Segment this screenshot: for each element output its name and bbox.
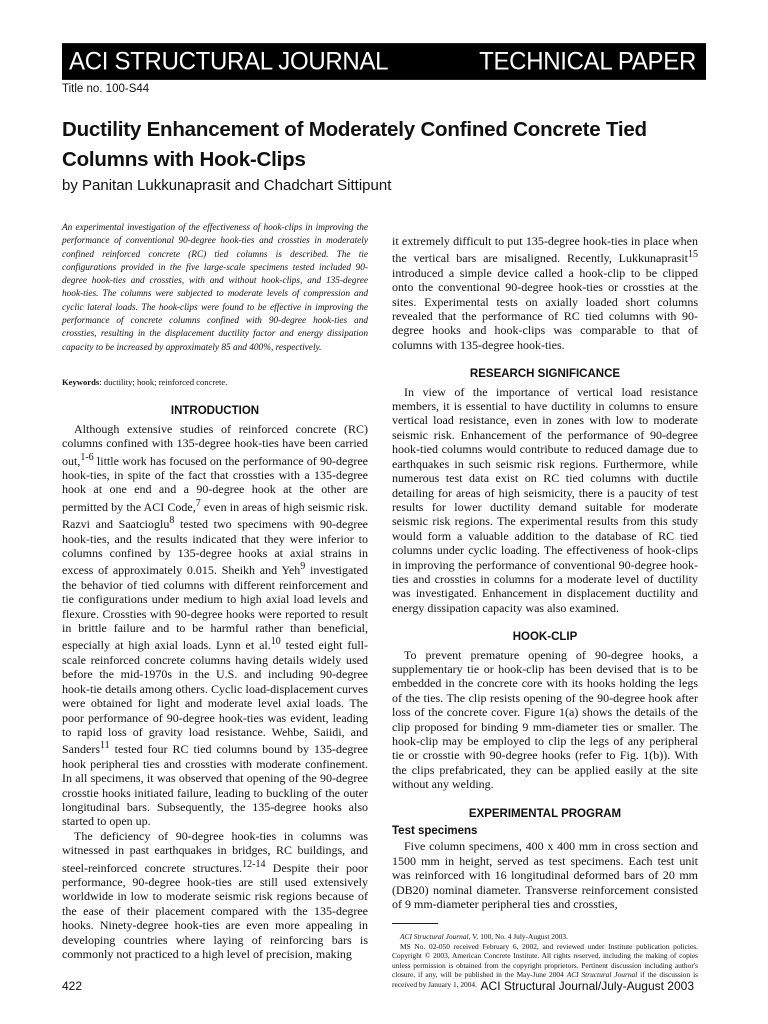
keywords-label: Keywords [62,376,100,387]
page-number: 422 [62,979,83,993]
citation: 10 [270,636,281,648]
citation: 11 [100,740,110,752]
citation: 7 [195,497,201,509]
experimental-program-heading: EXPERIMENTAL PROGRAM [468,807,622,820]
test-specimens-subheading: Test specimens [392,825,478,838]
keywords-text: : ductility; hook; reinforced concrete. [99,376,228,387]
keywords [62,375,368,389]
citation: 12-14 [242,858,266,870]
introduction-paragraph-3: it extremely difficult to put 135-degree hook-ties in place when the vertical bars are misaligned. Recently, Lukkunaprasit$^{15}$ introduced a simple device called a hook-clip to be clipped onto the conventional 90-degree hook-ties or crossties at the sites. Experimental tests on axially loaded short columns revealed that the performance of RC tied columns with 90-degree hooks and hook-clips was comparable to that of columns with 135-degree hook-ties. [392,234,698,352]
journal-banner [62,43,706,80]
hook-clip-text: To prevent premature opening of 90-degree hooks, a supplementary tie or hook-clip has been devised that is to be embedded in the concrete core with its hooks holding the legs of the ties. The clip resists opening of the 90-degree hook after loss of the concrete cover. Figure 1(a) shows the details of the clip proposed for binding 9 mm-diameter ties or smaller. The hook-clip may be employed to clip the legs of any peripheral tie or crosstie with 90-degree hooks (refer to Fig. 1(b)). With the clips prefabricated, they can be applied easily at the site without any welding. [392,647,698,792]
citation: 1-6 [80,451,94,463]
hook-clip-heading: HOOK-CLIP [512,631,578,644]
research-significance-heading: RESEARCH SIGNIFICANCE [469,368,621,381]
paper-type: TECHNICAL PAPER [479,46,696,76]
title-number: Title no. 100-S44 [62,83,150,95]
introduction-paragraph-1: Although extensive studies of reinforced concrete (RC) columns confined with 135-degree hook-ties have been carried out,$^{1-6}$ little work has focused on the performance of 90-degree hook-ties, in spite of the fact that crossties with a 135-degree hook at one end and a 90-degree hook at the other are permitted by the ACI Code,$^7$ even in areas of high seismic risk. Razvi and Saatcioglu$^8$ tested two specimens with 90-degree hook-ties, and the results indicated that they were inferior to columns confined by 135-degree hooks at axial strains in excess of approximately 0.015. Sheikh and Yeh$^9$ investigated the behavior of tied columns with different reinforcement and tie configurations under medium to high axial load levels and flexure. Crossties with 90-degree hooks were reported to result in brittle failure and to be harmful rather than beneficial, especially at high axial loads. Lynn et al.$^{10}$ tested eight full-scale reinforced concrete columns having details widely used before the mid-1970s in the U.S. and including 90-degree hook-tie details among others. Cyclic load-displacement curves were obtained for light and moderate level axial loads. The poor performance of 90-degree hook-ties was evident, leading to rapid loss of gravity load resistance. Wehbe, Saiidi, and Sanders$^{11}$ tested four RC tied columns bound by 135-degree hook peripheral ties and crossties with moderate confinement. In all specimens, it was observed that opening of the 90-degree crosstie hooks initiated failure, leading to buckling of the outer longitudinal bars. Subsequently, the 135-degree hooks also started to open up. [62,421,369,829]
right-column [392,234,698,989]
footnote-divider [392,923,438,924]
left-column [62,222,368,961]
authors-line: by Panitan Lukkunaprasit and Chadchart Sittipunt [62,177,392,194]
research-significance-text: In view of the importance of vertical load resistance members, it is essential to have ductility in columns to ensure vertical load resistance, even in zones with low to moderate seismic risk. Enhancement of the performance of 90-degree hook-tied columns would contribute to reduced damage due to earthquakes in such seismic risk regions. Furthermore, while numerous test data exist on RC tied columns with ductile detailing for areas of high seismicity, there is a paucity of test results for lower ductility demand suitable for moderate seismic risk regions. The experimental results from this study would form a valuable addition to the database of RC tied columns under cyclic loading. The effectiveness of hook-clips in improving the performance of conventional 90-degree hook-ties and crossties in columns for a moderate level of ductility was investigated. Enhancement in displacement ductility and energy dissipation capacity was also examined. [392,384,698,615]
citation: 9 [300,561,306,573]
citation: 15 [688,249,698,261]
introduction-paragraph-2: The deficiency of 90-degree hook-ties in columns was witnessed in past earthquakes in bridges, RC buildings, and steel-reinforced concrete structures.$^{12-14}$ Despite their poor performance, 90-degree hook-ties are still used extensively worldwide in low to moderate seismic risk regions because of the ease of their placement compared with the 135-degree hooks. Ninety-degree hook-ties are even more appealing in developing countries where laying of reinforcing bars is commonly not practiced to a high level of precision, making [62,828,368,961]
paper-title: Ductility Enhancement of Moderately Confined Concrete Tied Columns with Hook-Clips [62,118,647,171]
footnote-ms: MS No. 02-050 received February 6, 2002, and reviewed under Institute publication policies. Copyright © 2003, American Concrete Institute. All rights reserved, including the making of copies unless permission is obtained from the copyright proprietors. Pertinent discussion including author's closure, if any, will be published in the May-June 2004 ACI Structural Journal if the discussion is received by January 1, 2004. [392,941,698,989]
test-specimens-text: Five column specimens, 400 x 400 mm in cross section and 1500 mm in height, served as test specimens. Each test unit was reinforced with 16 longitudinal deformed bars of 20 mm (DB20) nominal diameter. Transverse reinforcement consisted of 9 mm-diameter peripheral ties and crossties, [392,839,698,912]
introduction-heading: INTRODUCTION [170,405,260,418]
abstract: An experimental investigation of the effectiveness of hook-clips in improving the performance of conventional 90-degree hook-ties and crossties in moderately confined reinforced concrete (RC) tied columns is described. The tie configurations provided in the five large-scale specimens tested included 90-degree hook-ties and crossties, with and without hook-clips, and 135-degree hook-ties. The columns were subjected to moderate levels of compression and cyclic lateral loads. The hook-clips were found to be effective in improving the performance of concrete columns confined with 90-degree hook-ties and crossties, resulting in the displacement ductility factor and energy dissipation capacity to be increased by approximately 85 and 400%, respectively. [62,223,368,353]
citation: 8 [169,515,175,527]
journal-issue-footer: ACI Structural Journal/July-August 2003 [480,979,694,993]
footnote-reference: ACI Structural Journal, V. 100, No. 4 July-August 2003. [400,932,568,942]
journal-name: ACI STRUCTURAL JOURNAL [69,46,389,76]
